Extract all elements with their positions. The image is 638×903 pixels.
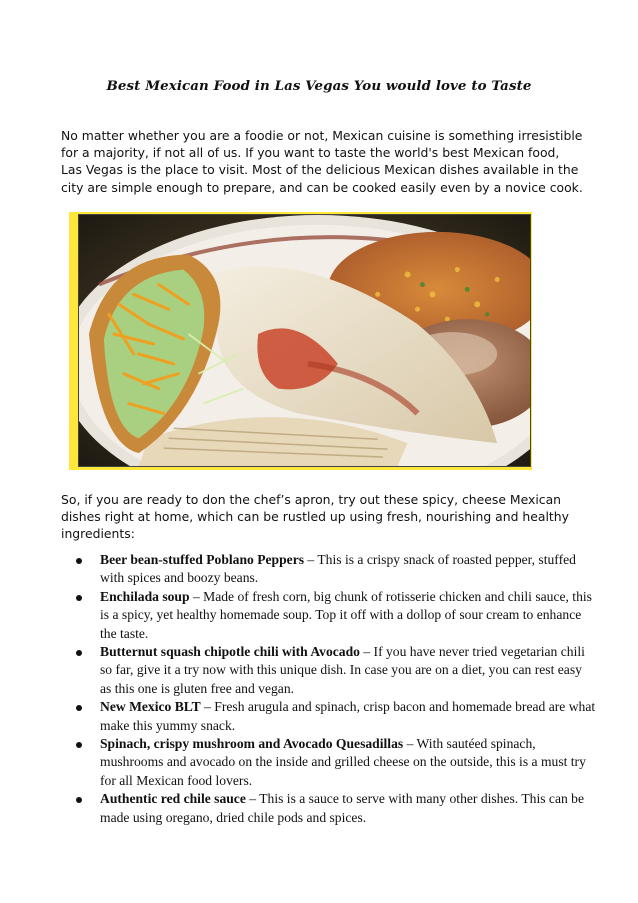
list-item [76,698,596,735]
dish-description: – This is a sauce to serve with many other dishes. This can be made using oregano, dried chile pods and spices. [100,791,585,825]
dish-name: Authentic red chile sauce [100,791,246,807]
dish-description: – This is a crispy snack of roasted pepper, stuffed with spices and boozy beans. [100,552,576,586]
intro-paragraph: No matter whether you are a foodie or not, Mexican cuisine is something irresistible for a majority, if not all of us. If you want to taste the world's best Mexican food, Las Vegas is the place to visit. Most of the delicious Mexican dishes available in the city are simple enough to prepare, and can be cooked easily even by a novice cook. [61,128,583,195]
bullet-icon [76,595,82,601]
list-item [76,790,596,827]
dish-name: Butternut squash chipotle chili with Avocado [100,644,360,660]
dish-description: – If you have never tried vegetarian chili so far, give it a try now with this unique dish. In case you are on a diet, you can rest easy as this one is gluten free and vegan. [100,644,585,696]
dish-description: – With sautéed spinach, mushrooms and avocado on the inside and grilled cheese on the outside, this is a must try for all Mexican food lovers. [100,736,586,788]
list-item [76,643,596,698]
list-item [76,588,596,643]
food-photo [78,214,531,467]
bullet-icon [76,705,82,711]
lead-paragraph: So, if you are ready to don the chef’s apron, try out these spicy, cheese Mexican dishes right at home, which can be rustled up using fresh, nourishing and healthy ingredients: [61,492,569,542]
page-title: Best Mexican Food in Las Vegas You would love to Taste [106,78,532,94]
dish-description: – Made of fresh corn, big chunk of rotisserie chicken and chili sauce, this is a spicy, yet healthy homemade soup. Top it off with a dollop of sour cream to enhance the taste. [100,588,592,641]
bullet-icon [76,797,82,803]
dish-name: Spinach, crispy mushroom and Avocado Quesadillas [100,736,404,752]
bullet-icon [76,742,82,748]
dish-description: – Fresh arugula and spinach, crisp bacon and homemade bread are what make this yummy snack. [100,699,596,733]
dish-list [76,551,596,827]
list-item [76,551,596,588]
dish-name: Enchilada soup [100,588,190,604]
food-photo-illustration [79,215,530,466]
dish-name: Beer bean-stuffed Poblano Peppers [100,552,305,567]
dish-name: New Mexico BLT [100,699,201,715]
list-item [76,735,596,790]
bullet-icon [76,558,82,564]
bullet-icon [76,650,82,656]
